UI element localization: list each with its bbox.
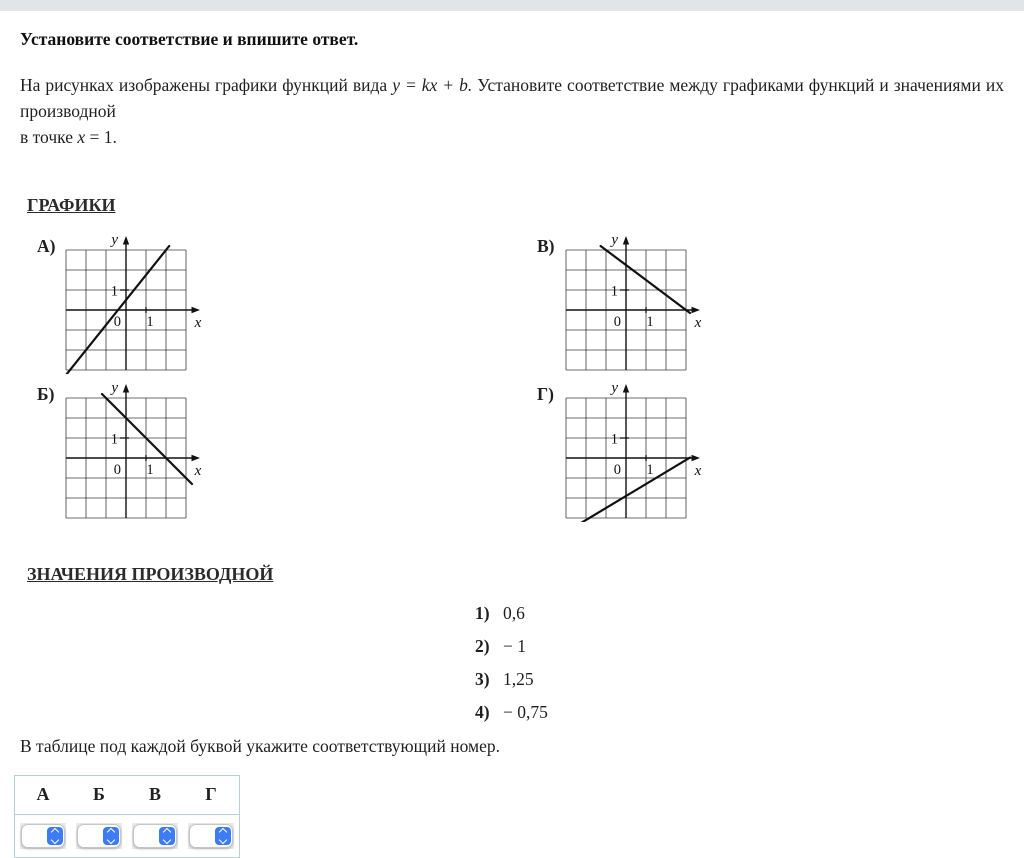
point-text: = 1.: [85, 127, 117, 147]
option-4: [475, 702, 1004, 722]
graph-panel-b: [37, 382, 537, 522]
svg-text:y: y: [611, 382, 618, 396]
option-number: 2): [475, 636, 490, 656]
answer-table: [14, 775, 240, 858]
answer-table-input-row: [15, 815, 240, 858]
option-value: 0,6: [503, 603, 525, 623]
spinner-field-wrap: [21, 824, 65, 848]
graphs-heading: ГРАФИКИ: [27, 195, 116, 215]
svg-text:1: 1: [610, 283, 618, 300]
page-title: Установите соответствие и впишите ответ.: [20, 29, 359, 49]
option-number: 3): [475, 669, 490, 689]
answer-cell-g: [183, 815, 240, 858]
graph-plot-a: [61, 234, 211, 374]
spinner-field-wrap: [77, 824, 121, 848]
svg-text:1: 1: [610, 431, 618, 448]
table-instruction: В таблице под каждой буквой укажите соответствующий номер.: [20, 736, 500, 756]
column-header-g: Г: [205, 784, 217, 804]
formula-text: y = kx + b.: [392, 75, 473, 95]
option-3: [475, 669, 1004, 689]
answer-input-g[interactable]: [190, 829, 215, 843]
graph-panel-g: [537, 382, 1001, 522]
answer-input-b[interactable]: [78, 829, 103, 843]
svg-text:x: x: [694, 315, 702, 331]
svg-text:1: 1: [646, 462, 654, 478]
stepper-button[interactable]: [47, 827, 63, 845]
spinner-field-wrap: [189, 824, 233, 848]
graph-label-a: А): [37, 236, 56, 256]
answer-spinner-v[interactable]: [132, 823, 178, 849]
answer-spinner-a[interactable]: [20, 823, 66, 849]
option-2: [475, 636, 1004, 656]
graph-plot-v: [561, 234, 711, 374]
svg-text:y: y: [111, 234, 118, 248]
values-heading: ЗНАЧЕНИЯ ПРОИЗВОДНОЙ: [27, 564, 274, 584]
chevron-down-icon: [51, 836, 59, 844]
graph-label-b: Б): [37, 384, 55, 404]
column-header-a: А: [36, 784, 50, 804]
answer-input-a[interactable]: [22, 829, 47, 843]
option-value: − 1: [503, 636, 526, 656]
option-1: [475, 603, 1004, 623]
answer-cell-v: [127, 815, 183, 858]
svg-text:1: 1: [146, 462, 154, 478]
svg-text:1: 1: [110, 283, 118, 300]
svg-text:x: x: [194, 315, 202, 331]
svg-text:0: 0: [613, 314, 621, 330]
svg-text:0: 0: [113, 314, 121, 330]
graph-plot-g: [561, 382, 711, 522]
chevron-down-icon: [219, 836, 227, 844]
graph-plot-b: [61, 382, 211, 522]
answer-cell-a: [15, 815, 72, 858]
problem-statement: [20, 72, 1004, 150]
stepper-button[interactable]: [103, 827, 119, 845]
svg-text:y: y: [111, 382, 118, 396]
answer-input-v[interactable]: [134, 829, 159, 843]
svg-text:y: y: [611, 234, 618, 248]
column-header-b: Б: [93, 784, 105, 804]
page-content: [0, 29, 1024, 858]
answer-cell-b: [71, 815, 127, 858]
option-number: 1): [475, 603, 490, 623]
stepper-button[interactable]: [159, 827, 175, 845]
answer-spinner-b[interactable]: [76, 823, 122, 849]
chevron-down-icon: [163, 836, 171, 844]
option-number: 4): [475, 702, 490, 722]
point-text: в точке: [20, 127, 78, 147]
svg-text:0: 0: [613, 462, 621, 478]
option-value: 1,25: [503, 669, 534, 689]
svg-text:0: 0: [113, 462, 121, 478]
graphs-grid: [37, 234, 1004, 522]
svg-text:1: 1: [146, 314, 154, 330]
graph-panel-v: [537, 234, 1001, 374]
answer-table-header-row: [15, 776, 240, 815]
graph-label-g: Г): [537, 384, 554, 404]
svg-text:x: x: [194, 463, 202, 479]
graph-panel-a: [37, 234, 537, 374]
answer-spinner-g[interactable]: [188, 823, 234, 849]
svg-text:1: 1: [646, 314, 654, 330]
problem-text: На рисунках изображены графики функций вида: [20, 75, 393, 95]
problem-text: Установите соответствие между графиками функций и значениями их производной: [20, 75, 1004, 121]
svg-text:1: 1: [110, 431, 118, 448]
chevron-down-icon: [107, 836, 115, 844]
top-bar: [0, 0, 1024, 11]
svg-text:x: x: [694, 463, 702, 479]
spinner-field-wrap: [133, 824, 177, 848]
graph-label-v: В): [537, 236, 555, 256]
column-header-v: В: [148, 784, 161, 804]
stepper-button[interactable]: [215, 827, 231, 845]
point-variable: x: [77, 127, 86, 147]
derivative-options: [475, 603, 1004, 722]
option-value: − 0,75: [503, 702, 548, 722]
